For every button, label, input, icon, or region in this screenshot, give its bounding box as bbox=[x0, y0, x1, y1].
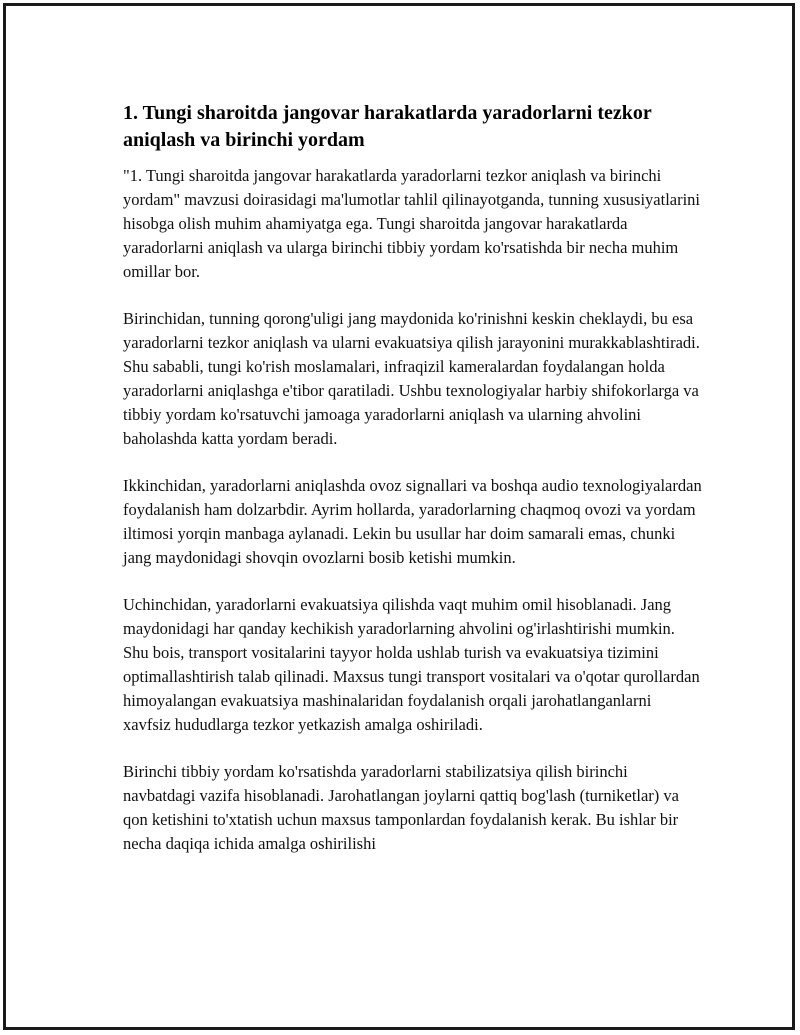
document-heading: 1. Tungi sharoitda jangovar harakatlarda yaradorlarni tezkor aniqlash va birinchi yordam bbox=[123, 102, 652, 151]
paragraph-first-aid: Birinchi tibbiy yordam ko'rsatishda yaradorlarni stabilizatsiya qilish birinchi navbatdagi vazifa hisoblanadi. Jarohatlangan joylarni qattiq bog'lash (turniketlar) va qon ketishini to'xtatish uchun maxsus tamponlardan foydalanish kerak. Bu ishlar bir necha daqiqa ichida amalga oshirilishi bbox=[123, 762, 679, 853]
paragraph-intro: "1. Tungi sharoitda jangovar harakatlarda yaradorlarni tezkor aniqlash va birinchi yordam" mavzusi doirasidagi ma'lumotlar tahlil qilinayotganda, tunning xususiyatlarini hisobga olish muhim ahamiyatga ega. Tungi sharoitda jangovar harakatlarda yaradorlarni aniqlash va ularga birinchi tibbiy yordam ko'rsatishda bir necha muhim omillar bor. bbox=[123, 166, 701, 281]
page-frame bbox=[3, 3, 795, 1030]
paragraph-second-point: Ikkinchidan, yaradorlarni aniqlashda ovoz signallari va boshqa audio texnologiyalardan foydalanish ham dolzarbdir. Ayrim hollarda, yaradorlarning chaqmoq ovozi va yordam iltimosi yorqin manbaga aylanadi. Lekin bu usullar har doim samarali emas, chunki jang maydonidagi shovqin ovozlarni bosib ketishi mumkin. bbox=[123, 476, 702, 567]
paragraph-third-point: Uchinchidan, yaradorlarni evakuatsiya qilishda vaqt muhim omil hisoblanadi. Jang maydonidagi har qanday kechikish yaradorlarning ahvolini og'irlashtirishi mumkin. Shu bois, transport vositalarini tayyor holda ushlab turish va evakuatsiya tizimini optimallashtirish talab qilinadi. Maxsus tungi transport vositalari va o'qotar qurollardan himoyalangan evakuatsiya mashinalaridan foydalanish orqali jarohatlanganlarni xavfsiz hududlarga tezkor yetkazish amalga oshiriladi. bbox=[123, 595, 700, 734]
paragraph-first-point: Birinchidan, tunning qorong'uligi jang maydonida ko'rinishni keskin cheklaydi, bu esa yaradorlarni tezkor aniqlash va ularni evakuatsiya qilish jarayonini murakkablashtiradi. Shu sababli, tungi ko'rish moslamalari, infraqizil kameralardan foydalangan holda yaradorlarni aniqlashga e'tibor qaratiladi. Ushbu texnologiyalar harbiy shifokorlarga va tibbiy yordam ko'rsatuvchi jamoaga yaradorlarni aniqlash va ularning ahvolini baholashda katta yordam beradi. bbox=[123, 309, 700, 448]
document-content bbox=[123, 100, 703, 879]
